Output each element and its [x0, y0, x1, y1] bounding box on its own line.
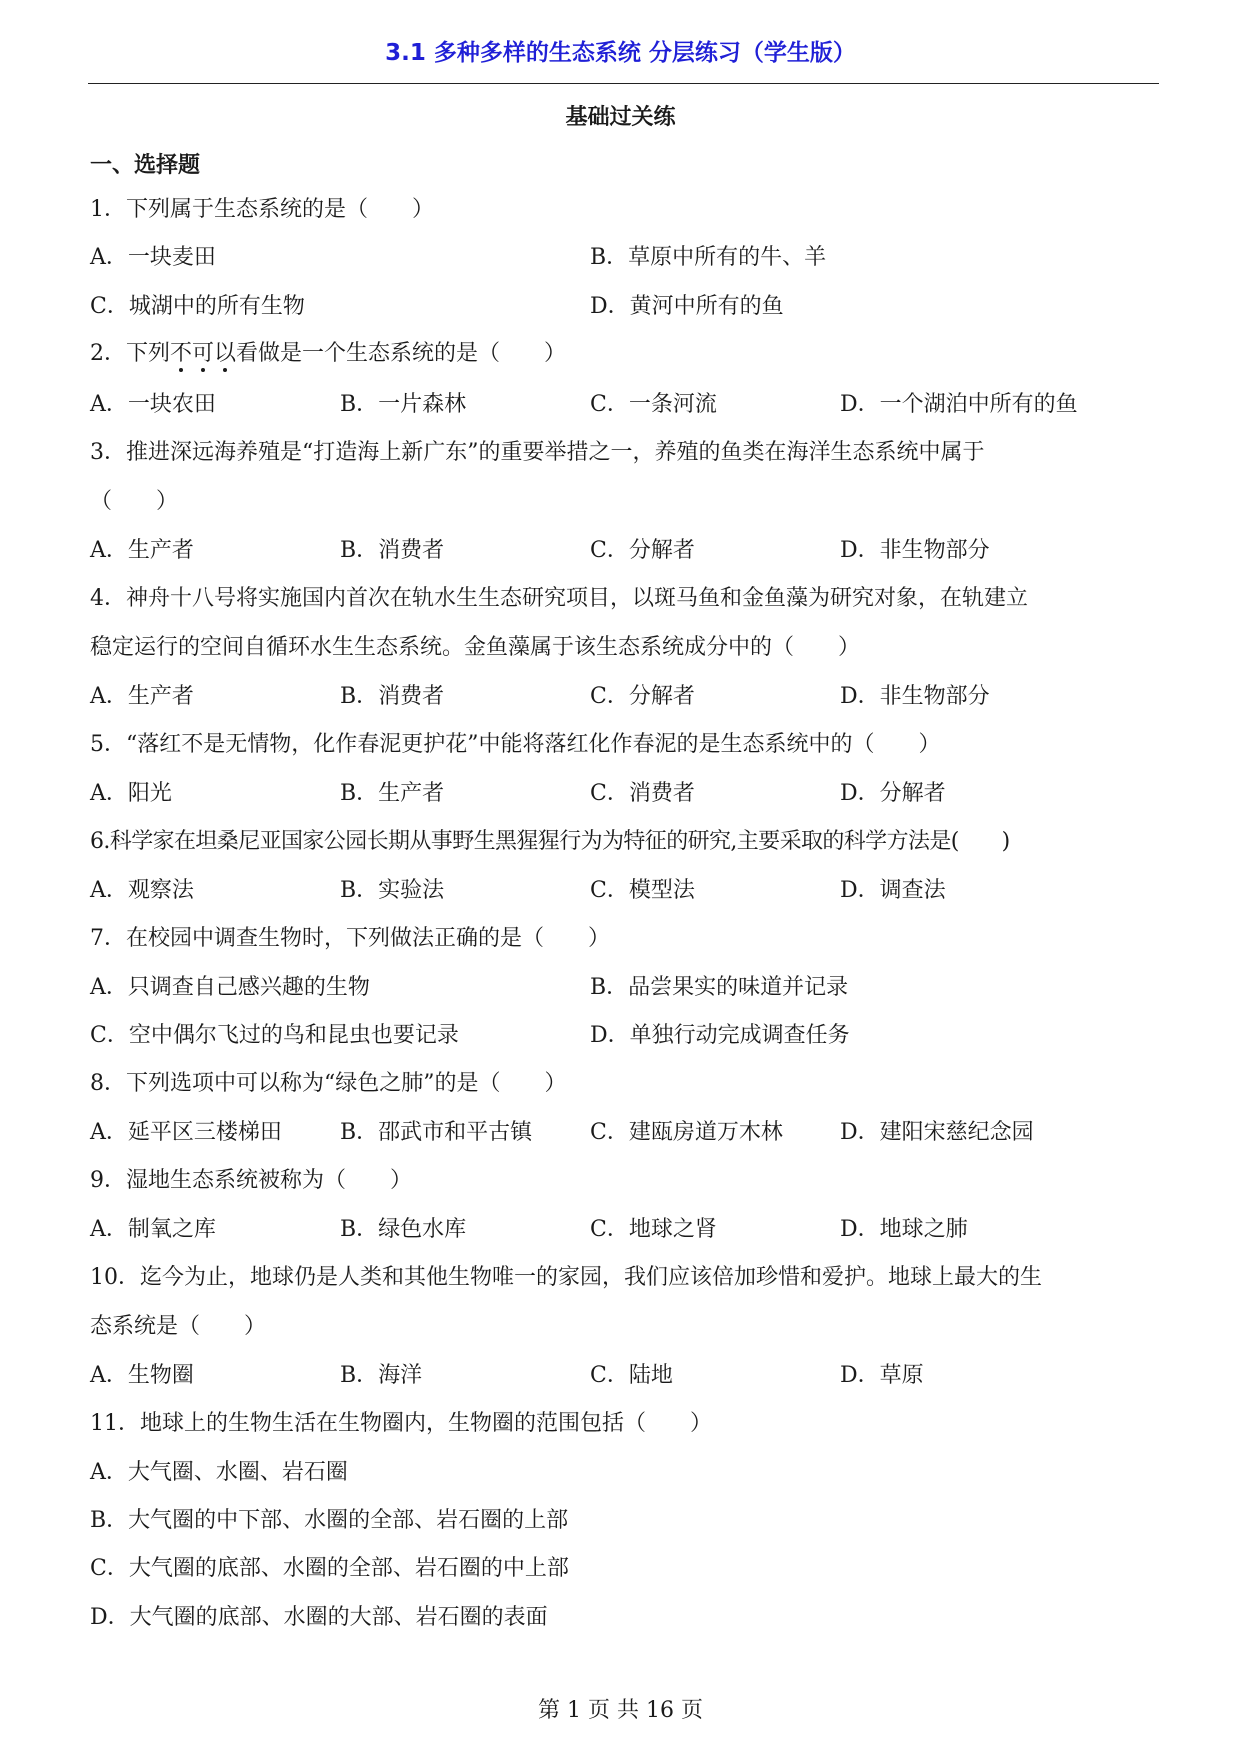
question-10-option-c[interactable]: C．陆地: [590, 1363, 673, 1388]
question-9-option-a[interactable]: A．制氧之库: [90, 1217, 216, 1242]
question-10-stem-line-2: 态系统是（ ）: [90, 1314, 267, 1339]
question-5-option-b[interactable]: B．生产者: [340, 781, 445, 806]
question-9-option-d[interactable]: D．地球之肺: [840, 1217, 968, 1242]
question-3-option-d[interactable]: D．非生物部分: [840, 538, 990, 563]
emphasis-char: 以: [214, 341, 237, 366]
question-4-option-d[interactable]: D．非生物部分: [840, 684, 990, 709]
question-6-stem: 6.科学家在坦桑尼亚国家公园长期从事野生黑猩猩行为为特征的研究,主要采取的科学方法是( ): [90, 829, 1010, 854]
question-5-option-d[interactable]: D．分解者: [840, 781, 946, 806]
page-footer: 第 1 页 共 16 页: [538, 1698, 703, 1723]
question-7-option-d[interactable]: D．单独行动完成调查任务: [590, 1023, 850, 1048]
emphasis-char: 不: [170, 341, 193, 366]
question-2-stem-suffix: 看做是一个生态系统的是（ ）: [236, 341, 567, 366]
question-11-stem: 11．地球上的生物生活在生物圈内，生物圈的范围包括（ ）: [90, 1411, 712, 1436]
question-1-option-c[interactable]: C．城湖中的所有生物: [90, 294, 305, 319]
question-4-option-b[interactable]: B．消费者: [340, 684, 445, 709]
question-6-option-d[interactable]: D．调查法: [840, 878, 946, 903]
question-3-stem-line-2: （ ）: [90, 489, 179, 514]
question-9-option-c[interactable]: C．地球之肾: [590, 1217, 717, 1242]
question-6-option-c[interactable]: C．模型法: [590, 878, 695, 903]
question-7-option-a[interactable]: A．只调查自己感兴趣的生物: [90, 975, 370, 1000]
part-title: 一、选择题: [90, 153, 201, 178]
section-title: 基础过关练: [565, 105, 676, 130]
question-8-stem: 8．下列选项中可以称为“绿色之肺”的是（ ）: [90, 1071, 567, 1096]
question-8-option-a[interactable]: A．延平区三楼梯田: [90, 1120, 282, 1145]
question-2-stem-emphasis: [170, 341, 236, 366]
question-1-stem: 1．下列属于生态系统的是（ ）: [90, 197, 434, 222]
question-1-option-b[interactable]: B．草原中所有的牛、羊: [590, 245, 827, 270]
question-3-option-c[interactable]: C．分解者: [590, 538, 695, 563]
question-5-stem: 5．“落红不是无情物，化作春泥更护花”中能将落红化作春泥的是生态系统中的（ ）: [90, 732, 941, 757]
question-7-stem: 7．在校园中调查生物时，下列做法正确的是（ ）: [90, 926, 610, 951]
question-3-option-a[interactable]: A．生产者: [90, 538, 194, 563]
document-header-title: 3.1 多种多样的生态系统 分层练习（学生版）: [385, 40, 856, 66]
question-10-option-b[interactable]: B．海洋: [340, 1363, 423, 1388]
question-8-option-c[interactable]: C．建瓯房道万木林: [590, 1120, 783, 1145]
question-10-stem-line-1: 10．迄今为止，地球仍是人类和其他生物唯一的家园，我们应该倍加珍惜和爱护。地球上最大的生: [90, 1265, 1042, 1290]
header-divider: [88, 83, 1159, 84]
question-7-option-c[interactable]: C．空中偶尔飞过的鸟和昆虫也要记录: [90, 1023, 459, 1048]
question-5-option-a[interactable]: A．阳光: [90, 781, 172, 806]
question-6-option-a[interactable]: A．观察法: [90, 878, 194, 903]
question-5-option-c[interactable]: C．消费者: [590, 781, 695, 806]
question-11-option-b[interactable]: B．大气圈的中下部、水圈的全部、岩石圈的上部: [90, 1508, 569, 1533]
question-2-option-d[interactable]: D．一个湖泊中所有的鱼: [840, 392, 1078, 417]
question-10-option-d[interactable]: D．草原: [840, 1363, 924, 1388]
question-1-option-d[interactable]: D．黄河中所有的鱼: [590, 294, 784, 319]
question-3-option-b[interactable]: B．消费者: [340, 538, 445, 563]
question-11-option-a[interactable]: A．大气圈、水圈、岩石圈: [90, 1460, 348, 1485]
question-11-option-d[interactable]: D．大气圈的底部、水圈的大部、岩石圈的表面: [90, 1605, 548, 1630]
question-11-option-c[interactable]: C．大气圈的底部、水圈的全部、岩石圈的中上部: [90, 1556, 569, 1581]
question-2-option-a[interactable]: A．一块农田: [90, 392, 216, 417]
question-4-option-c[interactable]: C．分解者: [590, 684, 695, 709]
question-7-option-b[interactable]: B．品尝果实的味道并记录: [590, 975, 849, 1000]
question-3-stem-line-1: 3．推进深远海养殖是“打造海上新广东”的重要举措之一，养殖的鱼类在海洋生态系统中属于: [90, 440, 985, 465]
question-4-stem-line-1: 4．神舟十八号将实施国内首次在轨水生生态研究项目，以斑马鱼和金鱼藻为研究对象，在轨建立: [90, 586, 1029, 611]
question-9-option-b[interactable]: B．绿色水库: [340, 1217, 467, 1242]
question-2-stem: [90, 339, 566, 369]
question-2-option-c[interactable]: C．一条河流: [590, 392, 717, 417]
question-10-option-a[interactable]: A．生物圈: [90, 1363, 194, 1388]
question-4-option-a[interactable]: A．生产者: [90, 684, 194, 709]
question-8-option-b[interactable]: B．邵武市和平古镇: [340, 1120, 533, 1145]
question-2-stem-prefix: 2．下列: [90, 341, 170, 366]
question-6-option-b[interactable]: B．实验法: [340, 878, 445, 903]
question-2-option-b[interactable]: B．一片森林: [340, 392, 467, 417]
question-8-option-d[interactable]: D．建阳宋慈纪念园: [840, 1120, 1034, 1145]
emphasis-char: 可: [192, 341, 215, 366]
question-4-stem-line-2: 稳定运行的空间自循环水生生态系统。金鱼藻属于该生态系统成分中的（ ）: [90, 635, 861, 660]
question-1-option-a[interactable]: A．一块麦田: [90, 245, 216, 270]
question-9-stem: 9．湿地生态系统被称为（ ）: [90, 1168, 412, 1193]
